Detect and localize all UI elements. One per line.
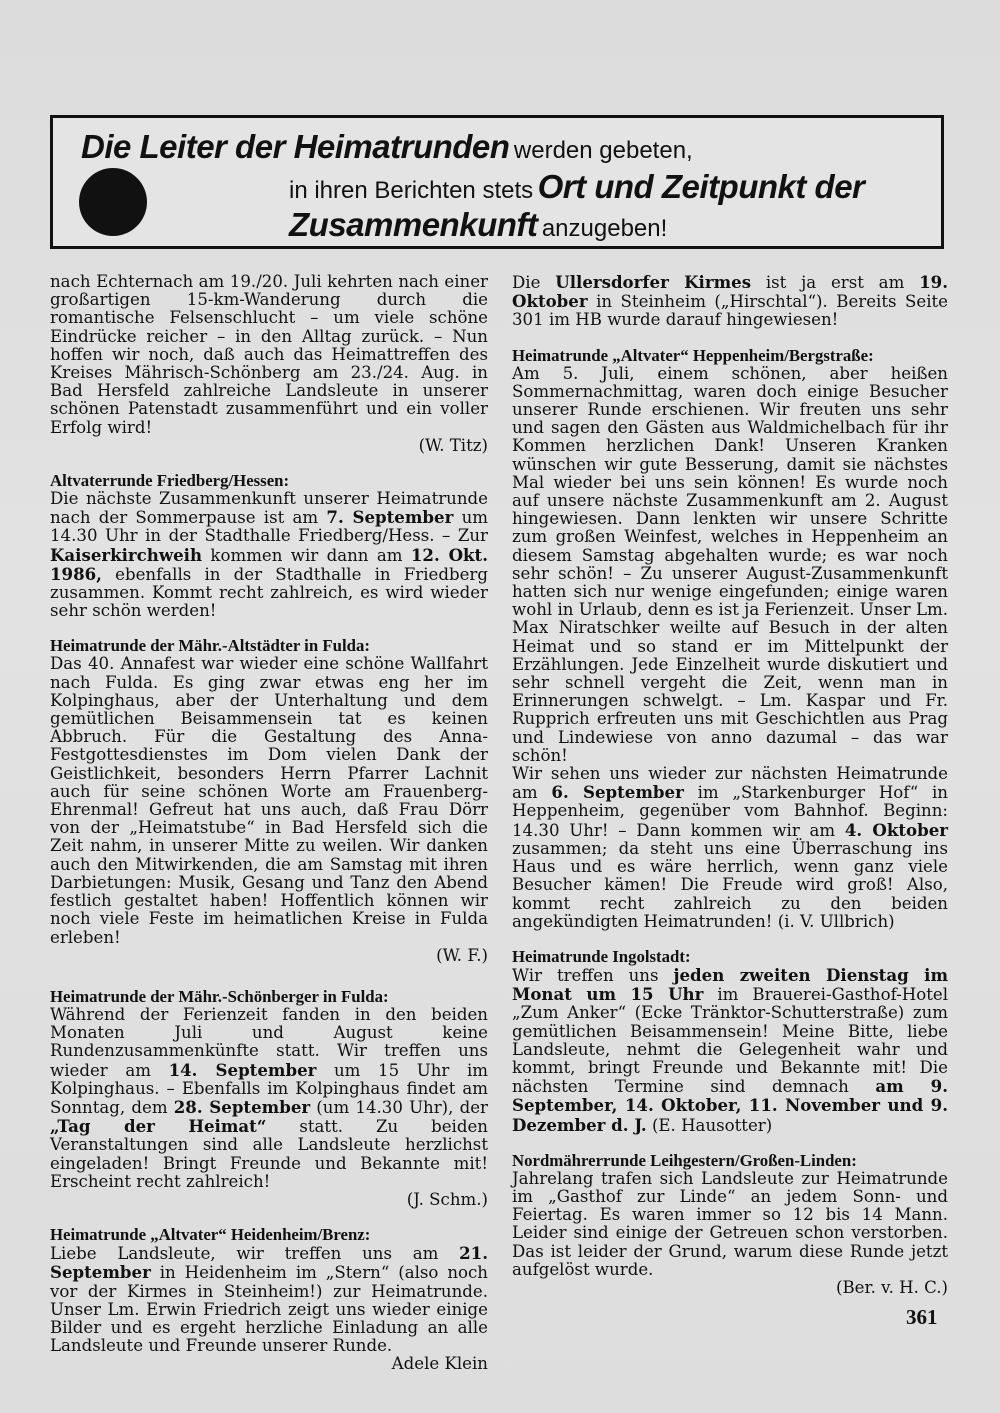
article-paragraph: Das 40. Annafest war wieder eine schöne Wallfahrt nach Fulda. Es ging zwar etwas eng her im Kolpinghaus, aber der Unterhaltung und dem gemütlichen Beisammensein tat es keinen Abbruch. Für die Gestaltung des Anna-Festgottesdienstes im Dom vielen Dank der Geistlichkeit, besonders Herrn Pfarrer Lachnit auch für seine schönen Worte am Frauenberg-Ehrenmal! Gefreut hat uns auch, daß Frau Dörr von der „Heimatstube“ in Bad Hersfeld sich die Zeit nahm, in unserer Mitte zu weilen. Wir danken auch den Mitwirkenden, die am Samstag mit ihren Darbietungen: Musik, Gesang und Tanz den Abend festlich gestaltet haben! Hoffentlich können wir noch viele Feste im heimatlichen Kreise in Fulda erleben! (W. F.) xyxy=(50,654,488,965)
notice-box xyxy=(50,115,944,249)
section-heading: Heimatrunde „Altvater“ Heppenheim/Bergstraße: xyxy=(512,345,874,365)
bullet-dot-icon xyxy=(79,168,147,236)
section-heading: Heimatrunde der Mähr.-Schönberger in Fulda: xyxy=(50,986,389,1006)
article-paragraph: nach Echternach am 19./20. Juli kehrten nach einer großartigen 15-km-Wanderung durch die romantische Felsenschlucht – um viele schöne Eindrücke reicher – in den Alltag zurück. – Nun hoffen wir noch, daß auch das Heimattreffen des Kreises Mährisch-Schönberg am 23./24. Aug. in Bad Hersfeld zahlreiche Landsleute in unserer schönen Patenstadt zusammenführt und ein voller Erfolg wird! (W. Titz) xyxy=(50,272,488,455)
notice-emphasis: Zusammenkunft xyxy=(289,206,538,243)
article-paragraph: Wir treffen uns jeden zweiten Dienstag im Monat um 15 Uhr im Brauerei-Gasthof-Hotel „Zum Anker“ (Ecke Tränktor-Schutterstraße) zum gemütlichen Beisammensein! Meine Bitte, liebe Landsleute, nehmt die Gelegenheit wahr und kommt, bringt Freunde und Bekannte mit! Die nächsten Termine sind demnach am 9. September, 14. Oktober, 11. November und 9. Dezember d. J. (E. Hausotter) xyxy=(512,964,949,1135)
signature: (Ber. v. H. C.) xyxy=(836,1277,948,1297)
article-paragraph: Am 5. Juli, einem schönen, aber heißen Sommernachmittag, waren doch einige Besucher unserer Runde erschienen. Wir freuten uns sehr und sagen den Gästen aus Waldmichelbach für ihr Kommen herzlichen Dank! Unseren Kranken wünschen wir gute Besserung, damit sie nächstes Mal wieder bei uns sein können! Es wurde noch auf unsere nächste Zusammenkunft am 2. August hingewiesen. Dann lenkten wir unsere Schritte zum großen Weinfest, welches in Heppenheim an diesem Samstag abgehalten wurde; es war noch sehr schön! – Zu unserer August-Zusammenkunft hatten sich nur wenige eingefunden; einige waren wohl in Urlaub, denn es ist ja Ferienzeit. Unser Lm. Max Niratschker weilte auf Besuch in der alten Heimat und so stand er im Mittelpunkt der Erzählungen. Jede Einzelheit wurde diskutiert und sehr schnell vergeht die Zeit, wenn man in Erinnerungen schwelgt. – Lm. Kaspar und Fr. Rupprich erfreuten uns mit Geschichtlen aus Prag und Lindewiese von anno dazumal – das war schön! xyxy=(512,363,948,765)
section-heading: Altvaterrunde Friedberg/Hessen: xyxy=(50,471,290,491)
signature: (J. Schm.) xyxy=(406,1189,488,1209)
section-heading: Heimatrunde der Mähr.-Altstädter in Fulda: xyxy=(50,636,370,656)
notice-line-3 xyxy=(289,206,667,244)
signature: (W. Titz) xyxy=(418,435,488,455)
article-paragraph: Liebe Landsleute, wir treffen uns am 21. September in Heidenheim im „Stern“ (also noch vor der Kirmes in Steinheim!) zur Heimatrunde. Unser Lm. Erwin Friedrich zeigt uns wieder einige Bilder und es ergeht herzliche Einladung an alle Landsleute und Freunde unserer Runde. Adele Klein xyxy=(50,1243,488,1374)
notice-line-1 xyxy=(81,128,693,166)
section-heading: Nordmährerrunde Leihgestern/Großen-Linden: xyxy=(512,1150,857,1170)
page-number: 361 xyxy=(906,1305,938,1329)
signature: Adele Klein xyxy=(391,1354,488,1374)
notice-text: werden gebeten, xyxy=(513,137,693,164)
article-paragraph: Die Ullersdorfer Kirmes ist ja erst am 19. Oktober in Steinheim („Hirschtal“). Bereits Seite 301 im HB wurde darauf hingewiesen! xyxy=(512,272,948,330)
left-column xyxy=(50,273,488,1374)
article-paragraph: Jahrelang trafen sich Landsleute zur Heimatrunde im „Gasthof zur Linde“ an jedem Sonn- und Feiertag. Es waren immer so 12 bis 14 Mann. Leider sind einige der Getreuen schon verstorben. Das ist leider der Grund, warum diese Runde jetzt aufgelöst wurde. (Ber. v. H. C.) xyxy=(512,1168,948,1297)
article-paragraph: Wir sehen uns wieder zur nächsten Heimatrunde am 6. September im „Starkenburger Hof“ in Heppenheim, gegenüber vom Bahnhof. Beginn: 14.30 Uhr! – Dann kommen wir am 4. Oktober zusammen; da steht uns eine Überraschung ins Haus und es wäre herrlich, wenn ganz viele Besucher kämen! Die Freude wird groß! Also, kommt recht zahlreich zu den beiden angekündigten Heimatrunden! (i. V. Ullbrich) xyxy=(512,764,949,931)
section-heading: Heimatrunde „Altvater“ Heidenheim/Brenz: xyxy=(50,1225,371,1245)
notice-text: in ihren Berichten stets xyxy=(289,177,534,204)
article-paragraph: Während der Ferienzeit fanden in den beiden Monaten Juli und August keine Rundenzusammenkünfte statt. Wir treffen uns wieder am 14. September um 15 Uhr im Kolpinghaus. – Ebenfalls im Kolpinghaus findet am Sonntag, dem 28. September (um 14.30 Uhr), der „Tag der Heimat“ statt. Zu beiden Veranstaltungen sind alle Landsleute herzlichst eingeladen! Bringt Freunde und Bekannte mit! Erscheint recht zahlreich! (J. Schm.) xyxy=(50,1004,488,1209)
notice-line-2 xyxy=(289,168,864,206)
signature: (W. F.) xyxy=(436,945,488,965)
article-paragraph: Die nächste Zusammenkunft unserer Heimatrunde nach der Sommerpause ist am 7. September um 14.30 Uhr in der Stadthalle Friedberg/Hess. – Zur Kaiserkirchweih kommen wir dann am 12. Okt. 1986, ebenfalls in der Stadthalle in Friedberg zusammen. Kommt recht zahlreich, es wird wieder sehr schön werden! xyxy=(50,489,488,621)
notice-emphasis: Ort und Zeitpunkt der xyxy=(537,168,865,205)
notice-emphasis: Die Leiter der Heimatrunden xyxy=(81,128,510,165)
notice-text: anzugeben! xyxy=(541,215,668,242)
right-column xyxy=(512,273,948,1297)
section-heading: Heimatrunde Ingolstadt: xyxy=(512,946,691,966)
